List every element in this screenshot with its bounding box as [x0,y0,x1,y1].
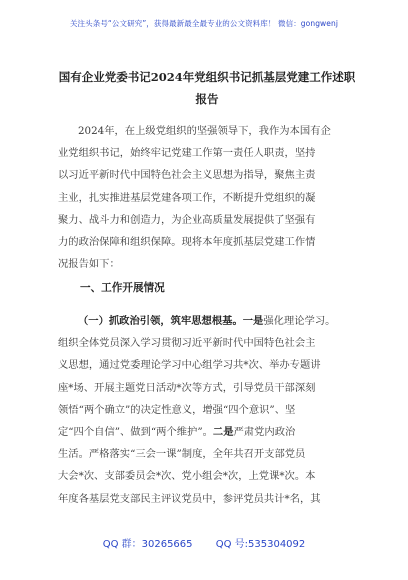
body-line: 年度各基层党支部民主评议党员中，参评党员共计*名，其 [58,492,321,505]
intro-line: 2024年，在上级党组织的坚强领导下，我作为本国有企 [78,125,331,137]
body-line-text: 定“四个自信”、做到“两个维护”。 [58,426,213,439]
body-line: 领悟“两个确立”的决定性意义，增强“四个意识”、坚 [58,403,296,416]
intro-line: 聚力、战斗力和创造力，为企业高质量发展提供了坚强有 [58,213,316,226]
subhead-line [58,310,358,332]
document-title-line-2: 报告 [195,92,219,106]
subhead-bold-2: 一是 [242,315,264,327]
body-paragraph [58,310,358,510]
intro-line: 业党组织书记，始终牢记党建工作第一责任人职责，坚持 [58,147,316,160]
body-line-bold: 二是 [212,426,234,439]
body-line-rest: 严肃党内政治 [233,426,296,439]
header-banner: 关注头条号“公文研究”，获得最新最全最专业的公文资料库！ 微信：gongwenj [69,19,339,28]
body-line [58,421,358,443]
subhead-rest: 强化理论学习。 [263,315,336,327]
footer-contact [0,535,408,550]
body-line: 座*场、开展主题党日活动*次等方式，引导党员干部深刻 [58,381,316,394]
body-line: 义思想，通过党委理论学习中心组学习共*次、举办专题讲 [58,359,321,372]
subhead-bold: （一）抓政治引领，筑牢思想根基。 [78,315,243,327]
document-title-line-1: 国有企业党委书记2024年党组织书记抓基层党建工作述职 [58,70,356,84]
footer-qq-number: QQ 号:535304092 [215,539,306,550]
body-line: 大会*次、支部委员会*次、党小组会*次，上党课*次。本 [58,470,316,483]
intro-line: 况报告如下： [58,258,120,271]
intro-line: 以习近平新时代中国特色社会主义思想为指导，聚焦主责 [58,169,316,182]
body-line: 组织全体党员深入学习贯彻习近平新时代中国特色社会主 [58,337,316,350]
intro-line: 主业，扎实推进基层党建各项工作，不断提升党组织的凝 [58,191,316,204]
footer-qq-group: QQ 群：30265665 [102,539,193,550]
intro-line: 力的政治保障和组织保障。现将本年度抓基层党建工作情 [58,236,316,249]
section-heading: 一、工作开展情况 [80,282,165,294]
intro-paragraph [58,120,358,275]
body-line: 生活。严格落实“三会一课”制度，全年共召开支部党员 [58,448,306,461]
